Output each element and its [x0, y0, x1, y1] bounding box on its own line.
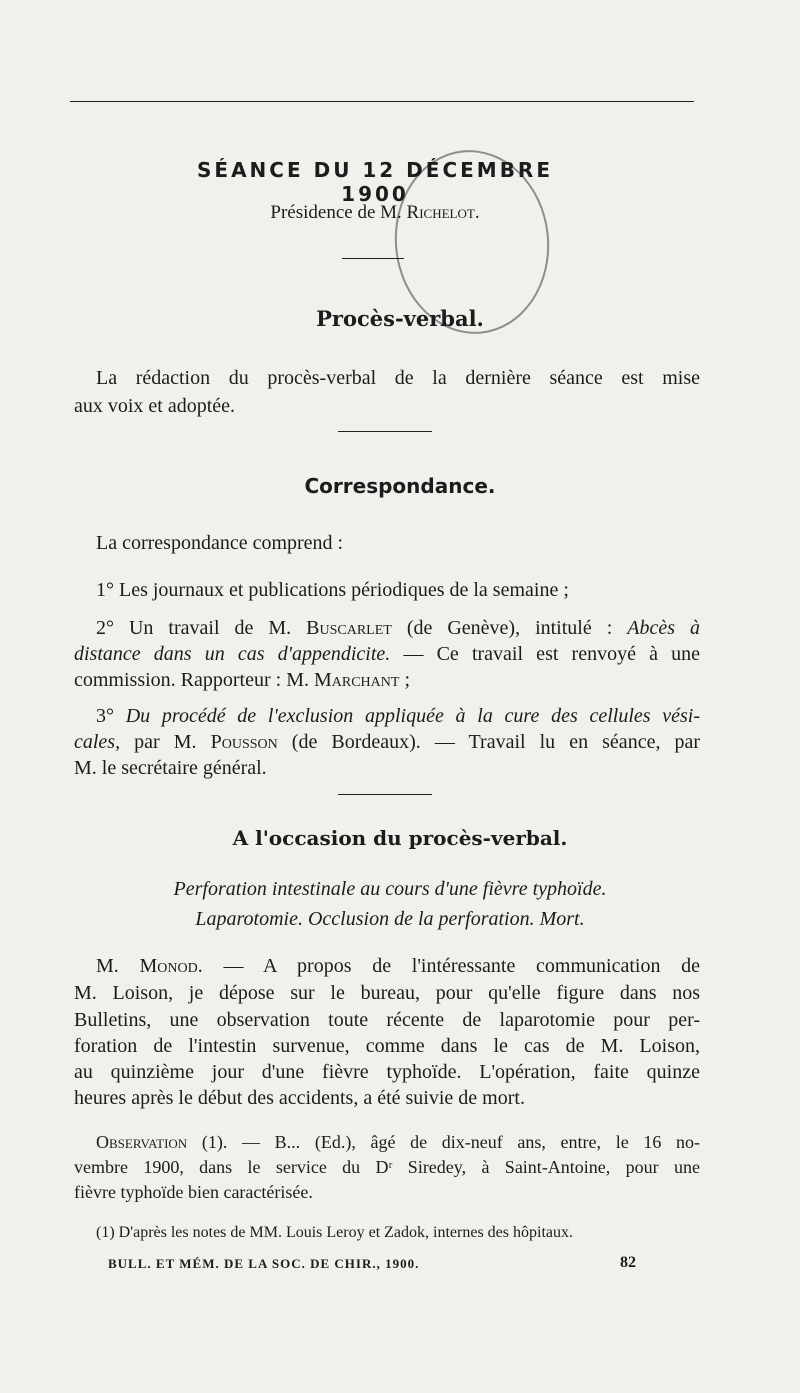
correspondance-item-2-line-2: distance dans un cas d'appendicite. — Ce travail est renvoyé à une: [74, 643, 701, 665]
short-rule-2: [338, 431, 432, 432]
proces-verbal-line-2: aux voix et adoptée.: [74, 395, 236, 417]
correspondance-item-3-line-3: M. le secrétaire général.: [74, 757, 267, 779]
correspondance-item-2-line-1: 2° Un travail de M. Buscarlet (de Genève), intitulé : Abcès à: [96, 617, 701, 639]
occasion-subtitle-1: Perforation intestinale au cours d'une fièvre typhoïde.: [173, 878, 607, 900]
observation-line-3: fièvre typhoïde bien caractérisée.: [74, 1182, 313, 1202]
author-marchant: Marchant: [313, 669, 400, 691]
monod-line-3: Bulletins, une observation toute récente de laparotomie pour per-: [74, 1009, 700, 1031]
president-name: Richelot.: [406, 202, 480, 223]
proces-verbal-line-1: La rédaction du procès-verbal de la dernière séance est mise: [96, 367, 700, 389]
monod-line-2: M. Loison, je dépose sur le bureau, pour qu'elle figure dans nos: [74, 982, 700, 1004]
correspondance-item-3-line-1: 3° Du procédé de l'exclusion appliquée à la cure des cellules vési-: [96, 705, 701, 727]
observation-line-1: Observation (1). — B... (Ed.), âgé de dix-neuf ans, entre, le 16 no-: [96, 1132, 700, 1152]
short-rule-3: [338, 794, 432, 795]
occasion-subtitle-2: Laparotomie. Occlusion de la perforation. Mort.: [195, 908, 585, 930]
monod-line-6: heures après le début des accidents, a été suivie de mort.: [74, 1087, 525, 1109]
presidency-line: [200, 202, 550, 224]
footnote: (1) D'après les notes de MM. Louis Leroy et Zadok, internes des hôpitaux.: [96, 1224, 573, 1241]
session-title: SÉANCE DU 12 DÉCEMBRE 1900: [197, 158, 553, 206]
correspondance-intro: La correspondance comprend :: [96, 532, 344, 554]
running-title: BULL. ET MÉM. DE LA SOC. DE CHIR., 1900.: [108, 1256, 420, 1271]
short-rule-1: [342, 258, 404, 259]
occasion-heading: A l'occasion du procès-verbal.: [232, 826, 568, 850]
proces-verbal-heading: Procès-verbal.: [316, 306, 484, 331]
author-monod: Monod.: [139, 955, 203, 977]
correspondance-item-2-line-3: commission. Rapporteur : M. Marchant ;: [74, 669, 410, 691]
presidency-prefix: Présidence de M.: [270, 202, 402, 223]
monod-line-5: au quinzième jour d'une fièvre typhoïde. L'opération, faite quinze: [74, 1061, 700, 1083]
correspondance-heading: Correspondance.: [304, 474, 496, 498]
page-number: 82: [620, 1254, 636, 1271]
monod-line-1: M. Monod. — A propos de l'intéressante communication de: [96, 955, 701, 977]
observation-line-2: vembre 1900, dans le service du Dʳ Siredey, à Saint-Antoine, pour une: [74, 1157, 700, 1177]
correspondance-item-1: 1° Les journaux et publications périodiques de la semaine ;: [96, 579, 569, 601]
top-rule: [70, 101, 694, 102]
monod-line-4: foration de l'intestin survenue, comme dans le cas de M. Loison,: [74, 1035, 700, 1057]
author-buscarlet: Buscarlet: [306, 617, 392, 639]
author-pousson: Pousson: [210, 731, 278, 753]
correspondance-item-3-line-2: cales, par M. Pousson (de Bordeaux). — Travail lu en séance, par: [74, 731, 701, 753]
